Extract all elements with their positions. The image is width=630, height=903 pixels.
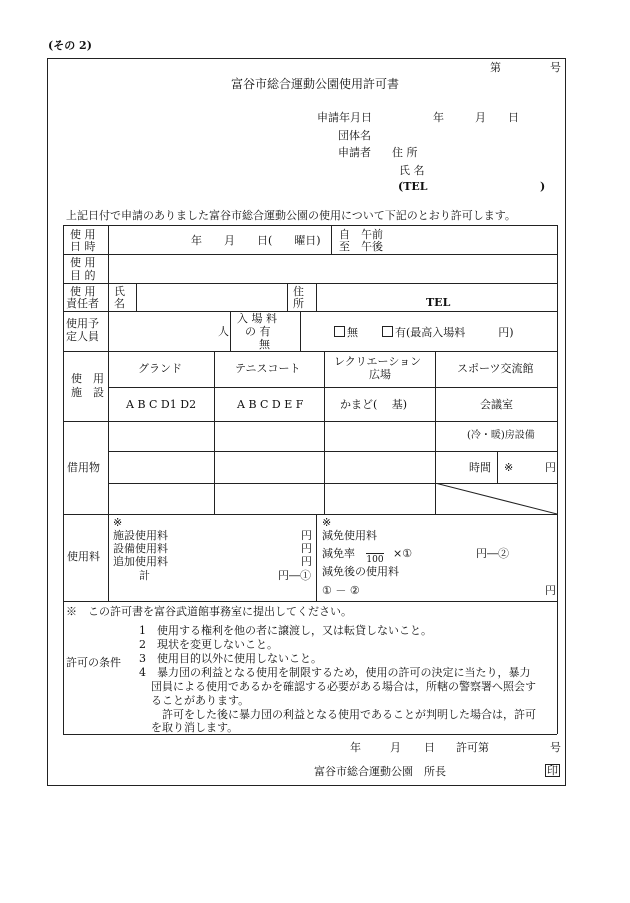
rental-yen: 円 — [545, 461, 556, 474]
row-label-responsible-2: 責任者 — [66, 297, 99, 310]
fee-total-label: 計 — [139, 569, 150, 582]
condition-item-4: 4 暴力団の利益となる使用を制限するため，使用の許可の決定に当たり，暴力 — [139, 666, 531, 679]
admission-fee-label-1: 入 場 料 — [237, 312, 277, 325]
org-name-label: 団体名 — [338, 129, 371, 142]
row-label-people-2: 定人員 — [66, 330, 99, 343]
signer-name: 富谷市総合運動公園 所長 — [314, 765, 446, 778]
time-to-label: 至 午後 — [339, 240, 383, 253]
fee-mark-right: ※ — [322, 516, 332, 529]
after-reduction-fee-label: 減免後の使用料 — [322, 565, 399, 578]
row-label-purpose-2: 目 的 — [70, 269, 96, 282]
permit-year: 年 — [350, 741, 361, 754]
page-title: 富谷市総合運動公園使用許可書 — [231, 77, 400, 91]
permit-day: 日 — [424, 741, 435, 754]
application-date-label: 申請年月日 — [317, 111, 372, 124]
checkbox-none[interactable] — [334, 326, 358, 338]
equipment-fee-yen: 円 — [301, 542, 312, 555]
checkbox-yes-label: 有(最高入場料 円) — [395, 326, 514, 339]
go-label: 号 — [550, 61, 561, 74]
condition-item-2: 2 現状を変更しないこと。 — [139, 638, 278, 651]
facility-header-recreation-1: レクリエーション — [334, 355, 422, 368]
fraction-denominator: 100 — [366, 555, 384, 565]
responsible-name-label-2: 名 — [114, 297, 125, 310]
after-reduction-yen: 円 — [545, 584, 556, 597]
facility-grand-options[interactable]: A B C D1 D2 — [126, 398, 197, 411]
responsible-address-label-2: 所 — [293, 297, 304, 310]
applicant-tel-close: ) — [540, 180, 546, 193]
admission-fee-label-2: の 有 — [245, 325, 271, 338]
permit-month: 月 — [390, 741, 401, 754]
rental-mark: ※ — [504, 461, 514, 474]
facility-header-tennis: テニスコート — [235, 362, 301, 375]
admission-fee-label-3: 無 — [259, 338, 270, 351]
dai-label: 第 — [490, 61, 501, 74]
facility-fee-label: 施設使用料 — [113, 529, 168, 542]
checkbox-none-label: 無 — [347, 326, 358, 339]
facility-kamado-field[interactable]: かまど( 基) — [340, 398, 408, 411]
extra-fee-label: 追加使用料 — [113, 555, 168, 568]
conditions-label: 許可の条件 — [66, 656, 121, 669]
diagonal-slash — [435, 483, 557, 514]
fee-mark-left: ※ — [113, 516, 123, 529]
reduction-rate-fraction — [366, 545, 384, 563]
intro-text: 上記日付で申請のありました富谷市総合運動公園の使用について下記のとおり許可します。 — [66, 209, 516, 222]
row-label-rental: 借用物 — [67, 461, 100, 474]
table-line — [63, 225, 557, 226]
applicant-label: 申請者 — [338, 146, 371, 159]
application-year: 年 — [433, 111, 444, 124]
after-reduction-formula: ① － ② — [322, 584, 360, 597]
equipment-fee-label: 設備使用料 — [113, 542, 168, 555]
facility-header-recreation-2: 広場 — [369, 368, 391, 381]
row-label-purpose-1: 使 用 — [70, 256, 96, 269]
applicant-address-label: 住 所 — [392, 146, 418, 159]
permit-go: 号 — [550, 741, 561, 754]
checkbox-yes-box[interactable] — [382, 326, 393, 337]
row-label-people-1: 使用予 — [66, 317, 99, 330]
condition-item-4-cont-4: を取り消します。 — [151, 721, 239, 734]
condition-item-4-cont-1: 団員による使用であるかを確認する必要がある場合は，所轄の警察署へ照会す — [151, 680, 536, 693]
facility-tennis-options[interactable]: A B C D E F — [237, 398, 304, 411]
row-label-facility-1: 使 用 — [71, 372, 104, 385]
permit-number-label: 許可第 — [456, 741, 489, 754]
usage-date-field[interactable]: 年 月 日( 曜日) — [191, 234, 321, 247]
reduction-yen-2: 円―② — [476, 547, 509, 560]
applicant-tel-open: (TEL — [398, 180, 428, 193]
seal-mark: 印 — [547, 764, 558, 777]
checkbox-none-box[interactable] — [334, 326, 345, 337]
row-label-date-2: 日 時 — [70, 240, 96, 253]
application-month: 月 — [475, 111, 486, 124]
time-from-label: 自 午前 — [339, 228, 383, 241]
responsible-name-label-1: 氏 — [114, 285, 125, 298]
application-day: 日 — [508, 111, 519, 124]
rental-hours-label: 時間 — [469, 461, 491, 474]
row-label-responsible-1: 使 用 — [70, 285, 96, 298]
rental-aircon-label: (冷・暖)房設備 — [467, 430, 535, 441]
applicant-name-label: 氏 名 — [399, 164, 425, 177]
submission-notice: ※ この許可書を富谷武道館事務室に提出してください。 — [66, 605, 352, 618]
facility-header-sports-hall: スポーツ交流館 — [457, 362, 534, 375]
responsible-tel-label: TEL — [426, 296, 451, 309]
condition-item-3: 3 使用目的以外に使用しないこと。 — [139, 652, 322, 665]
facility-meeting-room[interactable]: 会議室 — [480, 398, 513, 411]
row-label-fee: 使用料 — [67, 550, 100, 563]
facility-header-grand: グランド — [138, 362, 182, 375]
fee-total-yen: 円―① — [278, 569, 311, 582]
row-label-date-1: 使 用 — [70, 228, 96, 241]
condition-item-4-cont-3: 許可をした後に暴力団の利益となる使用であることが判明した場合は，許可 — [151, 708, 536, 721]
facility-fee-yen: 円 — [301, 529, 312, 542]
people-unit: 人 — [218, 325, 229, 338]
checkbox-yes[interactable] — [382, 326, 514, 338]
condition-item-1: 1 使用する権利を他の者に譲渡し，又は転貸しないこと。 — [139, 624, 432, 637]
reduced-fee-label: 減免使用料 — [322, 529, 377, 542]
row-label-facility-2: 施 設 — [71, 386, 104, 399]
reduction-rate-label: 減免率 — [322, 547, 355, 560]
reduction-times-1: ×① — [393, 547, 413, 560]
form-number: (その 2) — [48, 39, 92, 52]
extra-fee-yen: 円 — [301, 555, 312, 568]
condition-item-4-cont-2: ることがあります。 — [151, 694, 250, 707]
responsible-address-label-1: 住 — [293, 285, 304, 298]
